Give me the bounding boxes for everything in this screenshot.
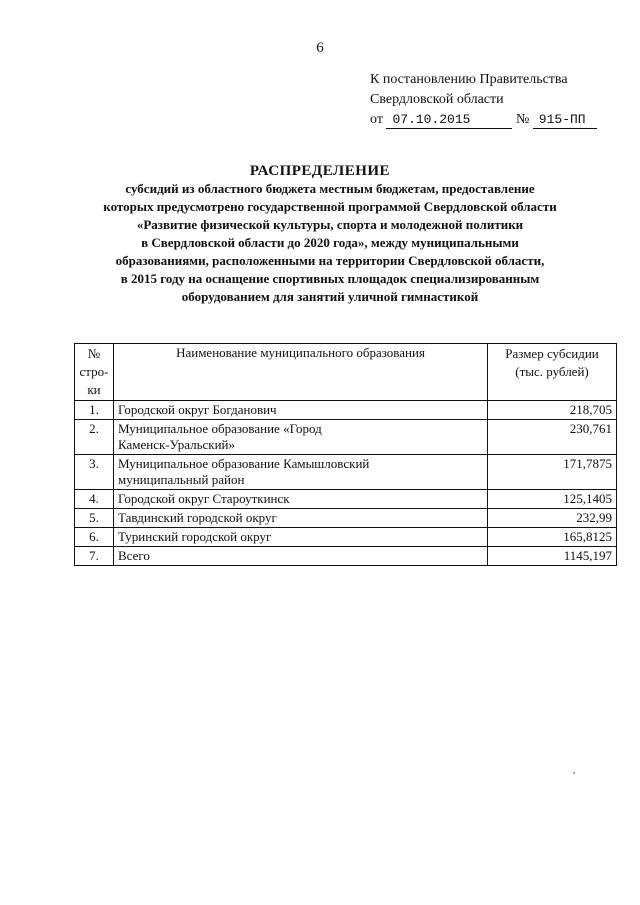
municipality-name-line: Каменск-Уральский»: [118, 437, 235, 452]
subtitle-line: субсидий из областного бюджета местным бюджетам, предоставление: [125, 181, 535, 196]
decree-number: 915-ПП: [533, 112, 597, 129]
row-number: 2.: [75, 420, 114, 455]
total-label: Всего: [114, 547, 488, 566]
municipality-name-line: Муниципальное образование Камышловский: [118, 456, 370, 471]
table-row: [75, 455, 617, 490]
subsidy-amount: 232,99: [488, 509, 617, 528]
table-row: [75, 509, 617, 528]
table-row: [75, 420, 617, 455]
page-number: 6: [316, 40, 324, 56]
municipality-name: [114, 455, 488, 490]
table-header-row: [75, 344, 617, 401]
subtitle-line: которых предусмотрено государственной программой Свердловской области: [103, 199, 557, 214]
header-row-number: [75, 344, 114, 401]
subtitle-line: в 2015 году на оснащение спортивных площадок специализированным: [120, 271, 540, 286]
municipality-name: Туринский городской округ: [114, 528, 488, 547]
municipality-name: Городской округ Староуткинск: [114, 490, 488, 509]
document-subtitle: [40, 180, 620, 306]
municipality-name: [114, 420, 488, 455]
subsidy-table: [74, 343, 617, 566]
subsidy-amount: 125,1405: [488, 490, 617, 509]
header-num-line: стро-: [79, 364, 109, 379]
document-title: РАСПРЕДЕЛЕНИЕ: [249, 163, 391, 179]
municipality-name-line: Муниципальное образование «Город: [118, 421, 322, 436]
table-row: [75, 528, 617, 547]
municipality-name: Городской округ Богданович: [114, 401, 488, 420]
subtitle-line: образованиями, расположенными на территории Свердловской области,: [115, 253, 545, 268]
subtitle-line: в Свердловской области до 2020 года», между муниципальными: [141, 235, 519, 250]
decree-date: 07.10.2015: [386, 112, 512, 129]
row-number: 3.: [75, 455, 114, 490]
header-num-line: ки: [87, 382, 101, 397]
header-line-1: К постановлению Правительства: [370, 72, 568, 87]
header-line-2: Свердловской области: [370, 92, 504, 107]
municipality-name-line: муниципальный район: [118, 472, 245, 487]
header-subsidy-amount: [488, 344, 617, 401]
from-label: от: [370, 112, 383, 127]
approval-header: [370, 70, 630, 130]
row-number: 6.: [75, 528, 114, 547]
number-label: №: [515, 112, 530, 127]
table-row: [75, 490, 617, 509]
header-amount-line: (тыс. рублей): [515, 364, 589, 379]
municipality-name: Тавдинский городской округ: [114, 509, 488, 528]
table-row: [75, 401, 617, 420]
subsidy-amount: 171,7875: [488, 455, 617, 490]
header-municipality: Наименование муниципального образования: [114, 344, 488, 401]
header-date-line: [370, 110, 630, 130]
subtitle-line: «Развитие физической культуры, спорта и молодежной политики: [136, 217, 524, 232]
row-number: 5.: [75, 509, 114, 528]
row-number: 7.: [75, 547, 114, 566]
header-amount-line: Размер субсидии: [505, 346, 599, 361]
header-num-line: №: [87, 346, 101, 361]
subtitle-line: оборудованием для занятий уличной гимнастикой: [181, 289, 479, 304]
subsidy-amount: 165,8125: [488, 528, 617, 547]
scan-speck: [573, 772, 575, 774]
subsidy-amount: 218,705: [488, 401, 617, 420]
table-row-total: [75, 547, 617, 566]
subsidy-amount: 230,761: [488, 420, 617, 455]
total-amount: 1145,197: [488, 547, 617, 566]
row-number: 4.: [75, 490, 114, 509]
row-number: 1.: [75, 401, 114, 420]
